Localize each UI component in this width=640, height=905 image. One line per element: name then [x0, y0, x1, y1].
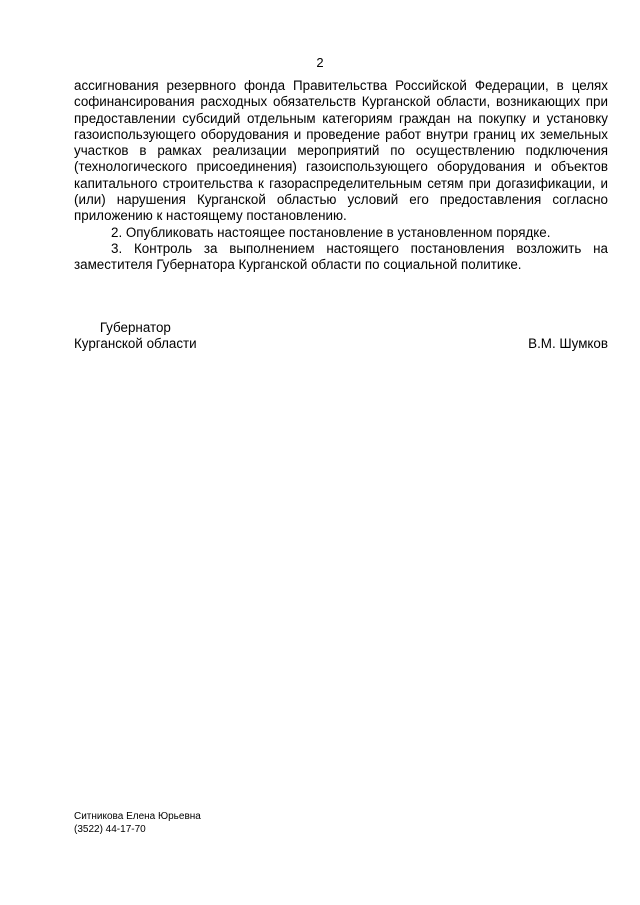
executor-footer	[74, 811, 201, 836]
signatory-title	[74, 320, 197, 353]
document-body	[74, 78, 608, 274]
signatory-title-line1: Губернатор	[99, 320, 171, 335]
signatory-title-line2: Курганской области	[74, 336, 197, 352]
paragraph-continuation: ассигнования резервного фонда Правительства Российской Федерации, в целях софинансирования расходных обязательств Курганской области, возникающих при предоставлении субсидий отдельным категориям граждан на покупку и установку газоиспользующего оборудования и проведение работ внутри границ их земельных участков в рамках реализации мероприятий по осуществлению подключения (технологического присоединения) газоиспользующего оборудования и объектов капитального строительства к газораспределительным сетям при догазификации, и (или) нарушения Курганской областью условий его предоставления согласно приложению к настоящему постановлению.	[74, 78, 608, 224]
paragraph-item-2: 2. Опубликовать настоящее постановление в установленном порядке.	[111, 224, 551, 240]
executor-phone: (3522) 44-17-70	[74, 823, 146, 835]
paragraph-item-3: 3. Контроль за выполнением настоящего постановления возложить на заместителя Губернатора Курганской области по социальной политике.	[74, 240, 608, 273]
signatory-name: В.М. Шумков	[528, 336, 608, 352]
signature-block	[74, 320, 608, 360]
page-number: 2	[316, 55, 324, 70]
executor-name: Ситникова Елена Юрьевна	[74, 811, 201, 822]
